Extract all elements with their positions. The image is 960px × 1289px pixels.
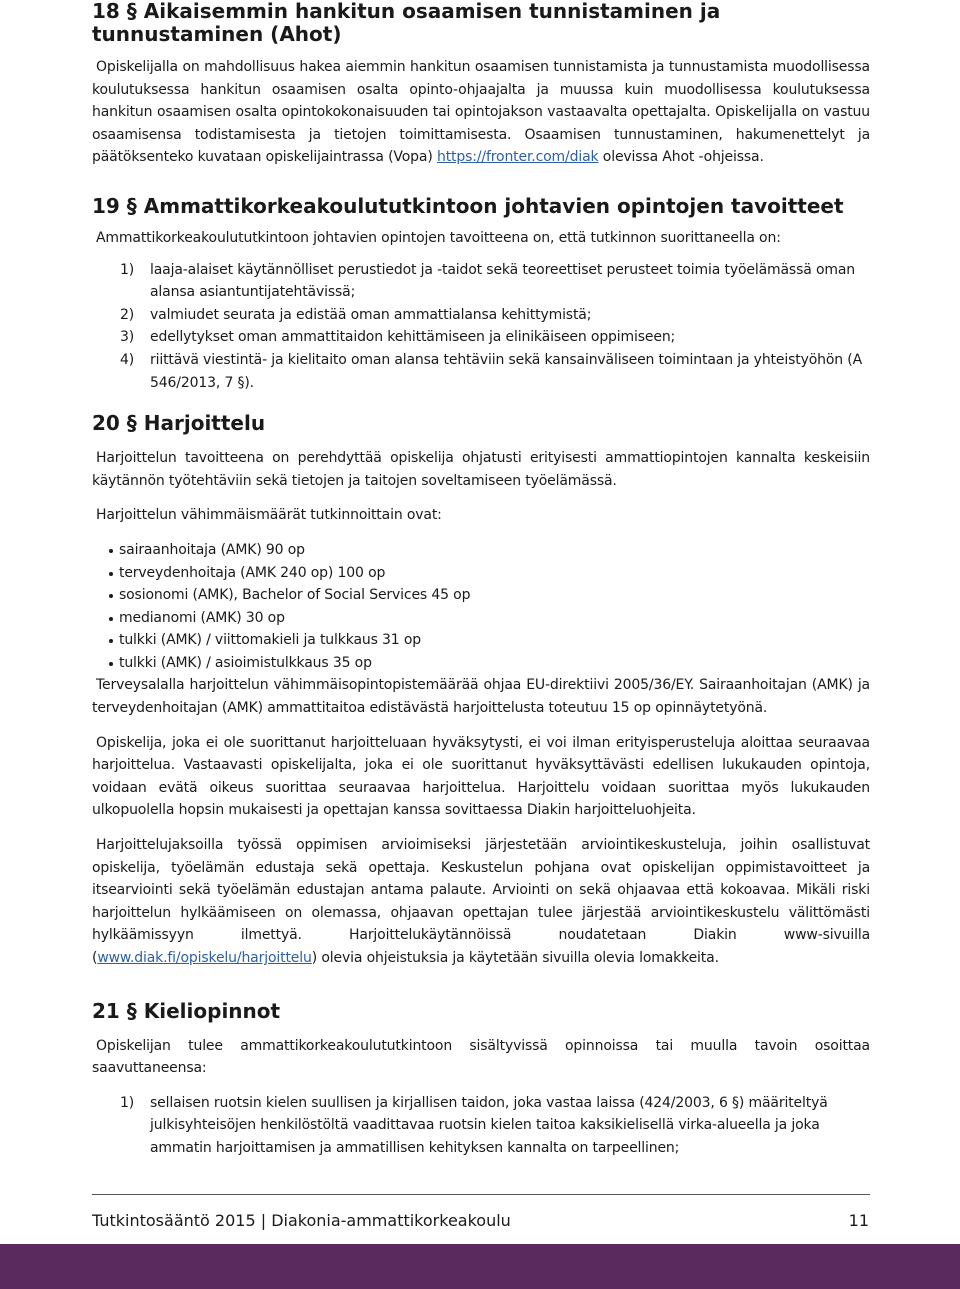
fronter-link[interactable]: https://fronter.com/diak: [436, 149, 599, 166]
section-21-heading: 21 § Kieliopinnot: [92, 998, 281, 1023]
footer-title: Tutkintosääntö 2015 | Diakonia-ammattikorkeakoulu: [92, 1211, 511, 1230]
document-page: [92, 0, 870, 1160]
list-item: 2) valmiudet seurata ja edistää oman ammattialansa kehittymistä;: [120, 306, 592, 323]
list-item: 3) edellytykset oman ammattitaidon kehittämiseen ja elinikäiseen oppimiseen;: [120, 329, 676, 346]
bottom-color-bar: [0, 1244, 960, 1289]
list-item: medianomi (AMK) 30 op: [92, 607, 870, 630]
section-20-text-end: ) olevia ohjeistuksia ja käytetään sivuilla olevia lomakkeita.: [311, 950, 719, 966]
section-19-intro: Ammattikorkeakoulututkintoon johtavien opintojen tavoitteena on, että tutkinnon suorittaneella on:: [96, 229, 781, 246]
list-item: 1) sellaisen ruotsin kielen suullisen ja kirjallisen taidon, joka vastaa laissa (424/2003, 6 §) määriteltyä julkisyhteisöjen henkilöstöltä vaadittavaa ruotsin kielen taitoa kaksikielisellä virka-alueella ja joka ammatin harjoittamisen ja ammatillisen kehityksen kannalta on tarpeellinen;: [120, 1094, 828, 1156]
section-20-paragraph-2: Harjoittelun vähimmäismäärät tutkinnoittain ovat:: [96, 507, 442, 524]
section-18-heading: 18 § Aikaisemmin hankitun osaamisen tunnistaminen ja tunnustaminen (Ahot): [92, 0, 721, 46]
section-21-list: [92, 1092, 870, 1160]
section-18-text-end: olevissa Ahot -ohjeissa.: [598, 149, 764, 166]
list-item: sairaanhoitaja (AMK) 90 op: [92, 539, 870, 562]
list-item: tulkki (AMK) / asioimistulkkaus 35 op: [92, 652, 870, 675]
section-20-paragraph-4: Opiskelija, joka ei ole suorittanut harjoitteluaan hyväksytysti, ei voi ilman erityisperusteluja aloittaa seuraavaa harjoittelua. Vastaavasti opiskelijalta, joka ei ole suorittanut hyväksyttävästi edellisen lukukauden opintoja, voidaan evätä oikeus suorittaa seuraavaa harjoittelua. Harjoittelu voidaan suorittaa myös lukukauden ulkopuolella hopsin mukaisesti ja opettajan kanssa sovittaessa Diakin harjoitteluohjeita.: [92, 734, 870, 819]
list-item: tulkki (AMK) / viittomakieli ja tulkkaus 31 op: [92, 629, 870, 652]
section-20-paragraph-3: Terveysalalla harjoittelun vähimmäisopintopistemäärää ohjaa EU-direktiivi 2005/36/EY. Sairaanhoitajan (AMK) ja terveydenhoitajan (AMK) ammattitaitoa edistävästä harjoittelusta toteutuu 15 op opinnäytetyönä.: [92, 677, 870, 717]
section-20-bullets: [92, 539, 870, 675]
section-20-text: Harjoittelujaksoilla työssä oppimisen arvioimiseksi järjestetään arviointikeskusteluja, joihin osallistuvat opiskelija, työelämän edustaja sekä opettaja. Keskustelun pohjana ovat opiskelijan oppimistavoitteet ja itsearviointi sekä työelämän edustajan antama palaute. Arviointi on sekä ohjaavaa että kokoavaa. Mikäli riski harjoittelun hylkäämiseen on olemassa, ohjaavan opettajan tulee järjestää arviointikeskustelu välittömästi hylkäämissyyn ilmettyä. Harjoittelukäytännöissä noudatetaan Diakin www-sivuilla (: [92, 837, 870, 966]
section-20-heading: 20 § Harjoittelu: [92, 411, 266, 436]
footer-divider: [92, 1194, 870, 1195]
section-18-text: Opiskelijalla on mahdollisuus hakea aiemmin hankitun osaamisen tunnistamista ja tunnustamista muodollisessa koulutuksessa hankitun osaamisen osalta opinto-ohjaajalta ja muussa kuin muodollisessa koulutuksessa hankitun osaamisen osalta opintokokonaisuuden tai opintojakson vastaavalta opettajalta. Opiskelijalla on vastuu osaamisensa todistamisesta ja tietojen toimittamisesta. Osaamisen tunnustaminen, hakumenettelyt ja päätöksenteko kuvataan opiskelijaintrassa (Vopa): [92, 59, 870, 166]
list-item: sosionomi (AMK), Bachelor of Social Services 45 op: [92, 584, 870, 607]
diak-harjoittelu-link[interactable]: www.diak.fi/opiskelu/harjoittelu: [97, 950, 312, 966]
list-item: 4) riittävä viestintä- ja kielitaito oman alansa tehtäviin sekä kansainväliseen toimintaan ja yhteistyöhön (A 546/2013, 7 §).: [120, 351, 863, 391]
section-18-paragraph: [92, 56, 870, 169]
list-item: 1) laaja-alaiset käytännölliset perustiedot ja -taidot sekä teoreettiset perusteet toimia työelämässä oman alansa asiantuntijatehtävissä;: [120, 261, 855, 301]
section-20-paragraph-5: [92, 834, 870, 970]
section-21-intro: Opiskelijan tulee ammattikorkeakoulututkintoon sisältyvissä opinnoissa tai muulla tavoin osoittaa saavuttaneensa:: [92, 1037, 870, 1077]
list-item: terveydenhoitaja (AMK 240 op) 100 op: [92, 562, 870, 585]
section-19-list: [92, 259, 870, 395]
section-20-paragraph-1: Harjoittelun tavoitteena on perehdyttää opiskelija ohjatusti erityisesti ammattiopintojen kannalta keskeisiin käytännön työtehtäviin sekä tietojen ja taitojen soveltamiseen työelämässä.: [92, 450, 870, 489]
section-19-heading: 19 § Ammattikorkeakoulututkintoon johtavien opintojen tavoitteet: [92, 193, 844, 218]
page-number: 11: [848, 1211, 869, 1230]
